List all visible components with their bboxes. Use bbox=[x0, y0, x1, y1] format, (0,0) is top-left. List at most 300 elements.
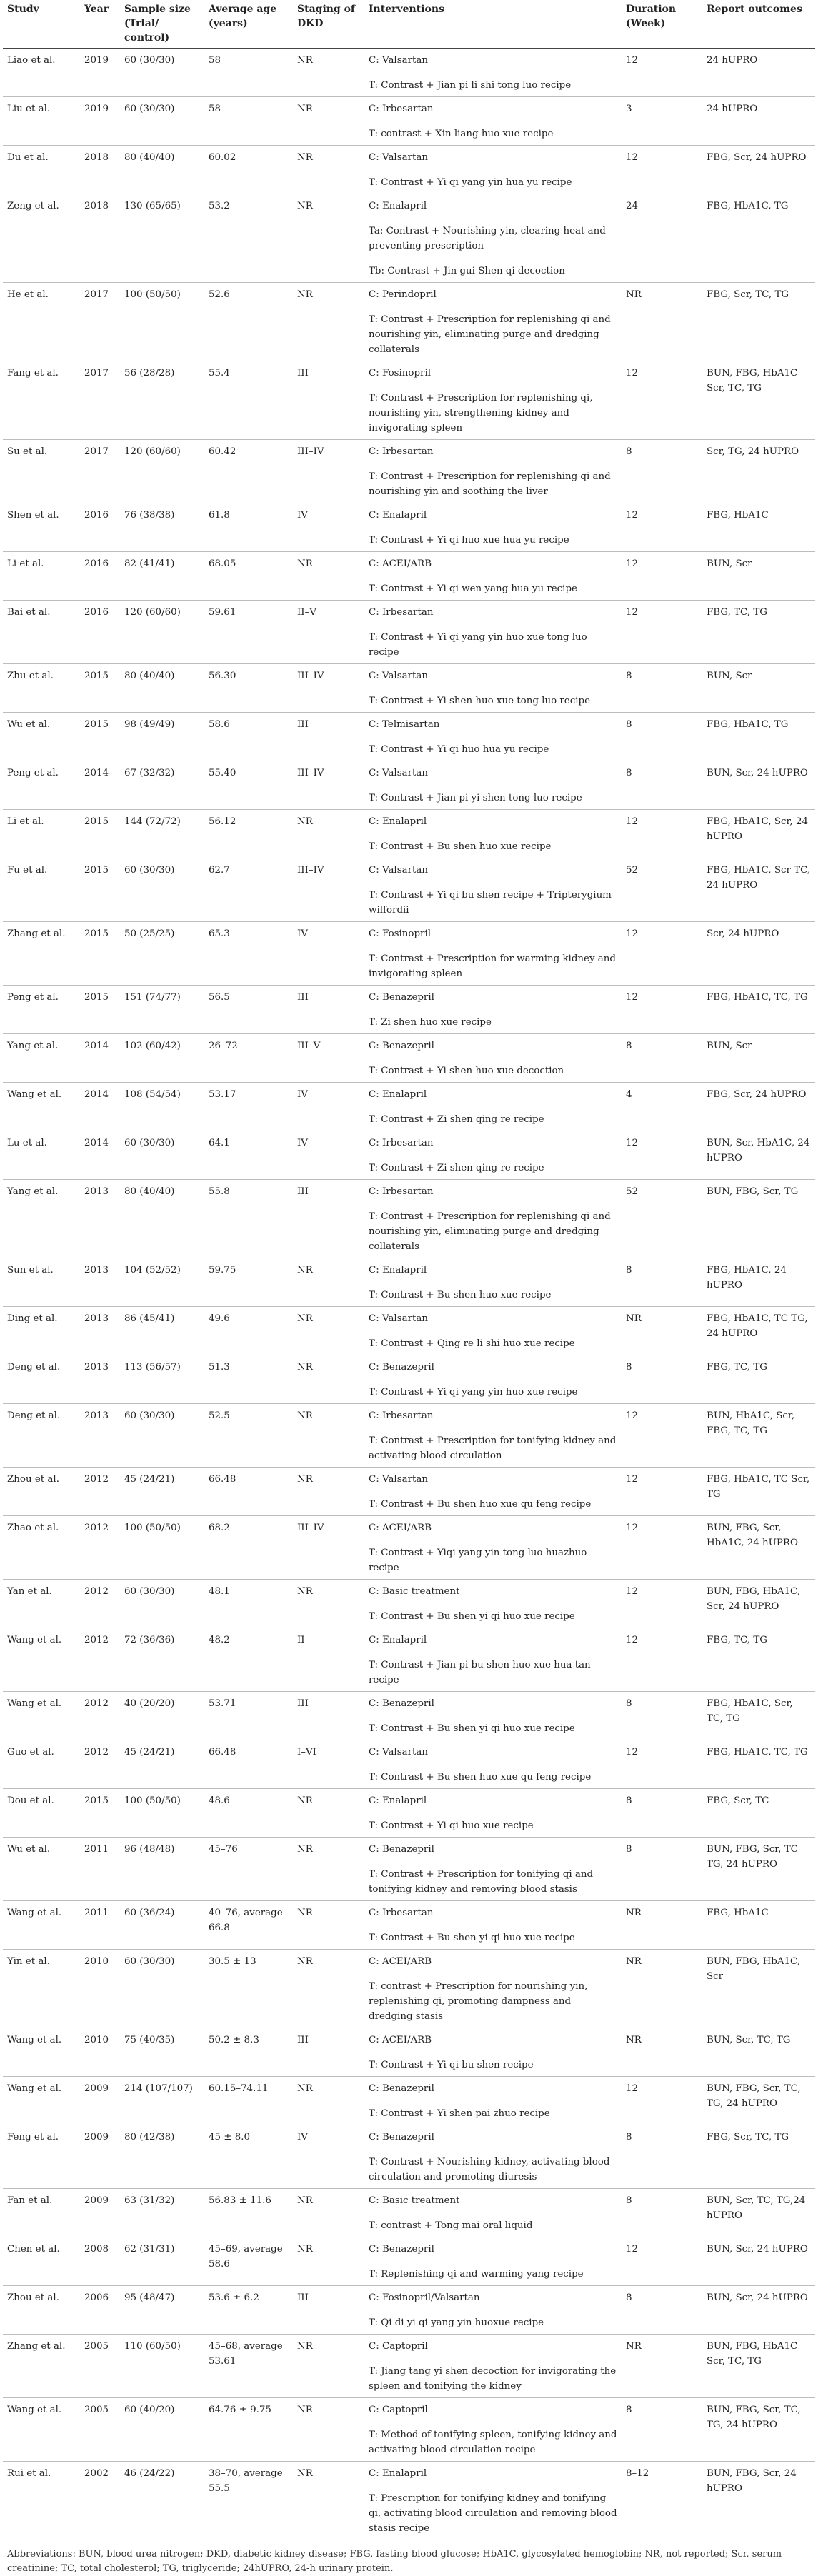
cell-year: 2006 bbox=[80, 2286, 120, 2335]
cell-outcomes: BUN, Scr, 24 hUPRO bbox=[702, 2237, 815, 2286]
cell-study: Wang et al. bbox=[3, 1692, 80, 1740]
cell-staging: III–IV bbox=[293, 664, 364, 713]
cell-sample-size: 80 (40/40) bbox=[120, 146, 204, 194]
cell-interventions bbox=[364, 1083, 622, 1131]
control-intervention: C: ACEI/ARB bbox=[369, 1956, 432, 1967]
cell-interventions bbox=[364, 552, 622, 601]
cell-sample-size: 60 (30/30) bbox=[120, 1131, 204, 1180]
table-row bbox=[3, 986, 815, 1034]
treatment-intervention: T: Contrast + Qing re li shi huo xue recipe bbox=[369, 1338, 575, 1349]
cell-year: 2017 bbox=[80, 440, 120, 503]
cell-average-age: 53.6 ± 6.2 bbox=[204, 2286, 293, 2335]
cell-sample-size: 130 (65/65) bbox=[120, 194, 204, 283]
cell-outcomes: BUN, HbA1C, Scr, FBG, TC, TG bbox=[702, 1404, 815, 1468]
cell-duration: 12 bbox=[622, 1516, 702, 1580]
cell-outcomes: FBG, Scr, TC, TG bbox=[702, 283, 815, 361]
cell-sample-size: 76 (38/38) bbox=[120, 503, 204, 552]
treatment-intervention: T: Contrast + Yi qi yang yin huo xue tong luo recipe bbox=[369, 632, 587, 658]
cell-interventions bbox=[364, 194, 622, 283]
cell-duration: 8 bbox=[622, 1258, 702, 1307]
cell-staging: NR bbox=[293, 1258, 364, 1307]
cell-interventions bbox=[364, 2189, 622, 2237]
cell-duration: 8 bbox=[622, 1789, 702, 1838]
cell-study: Zhao et al. bbox=[3, 1516, 80, 1580]
control-intervention: C: Irbesartan bbox=[369, 1186, 434, 1197]
cell-average-age: 68.2 bbox=[204, 1516, 293, 1580]
cell-outcomes: FBG, HbA1C, 24 hUPRO bbox=[702, 1258, 815, 1307]
cell-interventions bbox=[364, 601, 622, 664]
control-intervention: C: ACEI/ARB bbox=[369, 558, 432, 569]
cell-duration: NR bbox=[622, 2335, 702, 2398]
cell-average-age: 60.15–74.11 bbox=[204, 2077, 293, 2125]
cell-study: Peng et al. bbox=[3, 986, 80, 1034]
treatment-intervention: T: Contrast + Prescription for replenishing qi and nourishing yin, eliminating purge and dredging collaterals bbox=[369, 314, 611, 355]
cell-study: Liu et al. bbox=[3, 97, 80, 146]
cell-year: 2019 bbox=[80, 97, 120, 146]
cell-duration: 8 bbox=[622, 2398, 702, 2462]
table-row bbox=[3, 664, 815, 713]
control-intervention: C: Enalapril bbox=[369, 1265, 427, 1276]
cell-outcomes: FBG, HbA1C, Scr, 24 hUPRO bbox=[702, 810, 815, 858]
cell-staging: III bbox=[293, 1180, 364, 1258]
cell-outcomes: FBG, HbA1C, TC, TG bbox=[702, 1740, 815, 1789]
cell-year: 2009 bbox=[80, 2077, 120, 2125]
treatment-intervention: T: Contrast + Bu shen yi qi huo xue recipe bbox=[369, 1933, 575, 1943]
treatment-intervention: T: Contrast + Bu shen yi qi huo xue recipe bbox=[369, 1611, 575, 1622]
treatment-intervention: T: Contrast + Yi shen pai zhuo recipe bbox=[369, 2108, 550, 2119]
cell-duration: 8 bbox=[622, 2125, 702, 2189]
cell-interventions bbox=[364, 1789, 622, 1838]
cell-staging: NR bbox=[293, 1580, 364, 1628]
cell-interventions bbox=[364, 49, 622, 97]
table-row bbox=[3, 146, 815, 194]
cell-staging: NR bbox=[293, 2237, 364, 2286]
cell-outcomes: BUN, Scr, TC, TG bbox=[702, 2028, 815, 2077]
control-intervention: C: Irbesartan bbox=[369, 1410, 434, 1421]
cell-study: Rui et al. bbox=[3, 2462, 80, 2540]
cell-average-age: 55.40 bbox=[204, 761, 293, 810]
cell-average-age: 51.3 bbox=[204, 1355, 293, 1404]
cell-outcomes: BUN, Scr, TC, TG,24 hUPRO bbox=[702, 2189, 815, 2237]
cell-outcomes: BUN, FBG, HbA1C, Scr bbox=[702, 1950, 815, 2028]
table-body bbox=[3, 49, 815, 2540]
cell-sample-size: 120 (60/60) bbox=[120, 440, 204, 503]
table-row bbox=[3, 1131, 815, 1180]
cell-study: Zhu et al. bbox=[3, 664, 80, 713]
cell-average-age: 26–72 bbox=[204, 1034, 293, 1083]
cell-interventions bbox=[364, 2028, 622, 2077]
cell-average-age: 53.71 bbox=[204, 1692, 293, 1740]
cell-average-age: 55.8 bbox=[204, 1180, 293, 1258]
cell-duration: 24 bbox=[622, 194, 702, 283]
control-intervention: C: Benazepril bbox=[369, 2083, 434, 2094]
cell-staging: NR bbox=[293, 1307, 364, 1355]
cell-staging: NR bbox=[293, 2077, 364, 2125]
cell-duration: 4 bbox=[622, 1083, 702, 1131]
treatment-intervention: T: Replenishing qi and warming yang recipe bbox=[369, 2269, 584, 2280]
table-row bbox=[3, 440, 815, 503]
cell-staging: NR bbox=[293, 2462, 364, 2540]
cell-staging: III–IV bbox=[293, 1516, 364, 1580]
cell-interventions bbox=[364, 2077, 622, 2125]
cell-interventions bbox=[364, 1307, 622, 1355]
treatment-intervention: T: Contrast + Jian pi bu shen huo xue hua tan recipe bbox=[369, 1660, 591, 1685]
cell-study: Wang et al. bbox=[3, 2028, 80, 2077]
cell-study: Wu et al. bbox=[3, 1838, 80, 1901]
cell-outcomes: BUN, FBG, Scr, TC TG, 24 hUPRO bbox=[702, 1838, 815, 1901]
cell-staging: III–IV bbox=[293, 858, 364, 922]
cell-average-age: 62.7 bbox=[204, 858, 293, 922]
header-year: Year bbox=[80, 0, 120, 49]
table-row bbox=[3, 1258, 815, 1307]
cell-year: 2011 bbox=[80, 1901, 120, 1950]
control-intervention: C: Enalapril bbox=[369, 201, 427, 211]
table-row bbox=[3, 1950, 815, 2028]
table-row bbox=[3, 1404, 815, 1468]
control-intervention: C: Telmisartan bbox=[369, 719, 440, 730]
table-row bbox=[3, 2335, 815, 2398]
control-intervention: C: Valsartan bbox=[369, 671, 428, 681]
cell-study: He et al. bbox=[3, 283, 80, 361]
cell-sample-size: 56 (28/28) bbox=[120, 361, 204, 440]
table-row bbox=[3, 1516, 815, 1580]
cell-study: Yang et al. bbox=[3, 1180, 80, 1258]
cell-outcomes: FBG, HbA1C, TC TG, 24 hUPRO bbox=[702, 1307, 815, 1355]
cell-study: Lu et al. bbox=[3, 1131, 80, 1180]
cell-year: 2015 bbox=[80, 922, 120, 986]
cell-study: Zeng et al. bbox=[3, 194, 80, 283]
cell-duration: 12 bbox=[622, 2077, 702, 2125]
cell-study: Wang et al. bbox=[3, 1628, 80, 1692]
cell-interventions bbox=[364, 440, 622, 503]
cell-duration: NR bbox=[622, 1901, 702, 1950]
cell-duration: 8 bbox=[622, 1838, 702, 1901]
cell-interventions bbox=[364, 1838, 622, 1901]
cell-year: 2016 bbox=[80, 503, 120, 552]
cell-study: Wang et al. bbox=[3, 1901, 80, 1950]
cell-sample-size: 40 (20/20) bbox=[120, 1692, 204, 1740]
cell-staging: NR bbox=[293, 1950, 364, 2028]
cell-year: 2010 bbox=[80, 2028, 120, 2077]
cell-year: 2015 bbox=[80, 810, 120, 858]
table-row bbox=[3, 2398, 815, 2462]
cell-sample-size: 100 (50/50) bbox=[120, 1789, 204, 1838]
cell-study: Dou et al. bbox=[3, 1789, 80, 1838]
table-row bbox=[3, 1034, 815, 1083]
studies-table bbox=[3, 0, 815, 2540]
cell-outcomes: BUN, FBG, Scr, TC, TG, 24 hUPRO bbox=[702, 2398, 815, 2462]
cell-study: Yan et al. bbox=[3, 1580, 80, 1628]
table-row bbox=[3, 283, 815, 361]
cell-duration: 8 bbox=[622, 1692, 702, 1740]
cell-sample-size: 151 (74/77) bbox=[120, 986, 204, 1034]
treatment-intervention: T: Contrast + Yi shen huo xue tong luo recipe bbox=[369, 696, 590, 706]
cell-staging: III–V bbox=[293, 1034, 364, 1083]
cell-year: 2014 bbox=[80, 1131, 120, 1180]
cell-staging: IV bbox=[293, 1083, 364, 1131]
cell-staging: NR bbox=[293, 1901, 364, 1950]
cell-sample-size: 120 (60/60) bbox=[120, 601, 204, 664]
cell-interventions bbox=[364, 1950, 622, 2028]
cell-sample-size: 113 (56/57) bbox=[120, 1355, 204, 1404]
control-intervention: C: Valsartan bbox=[369, 152, 428, 163]
cell-average-age: 55.4 bbox=[204, 361, 293, 440]
cell-study: Yin et al. bbox=[3, 1950, 80, 2028]
cell-interventions bbox=[364, 1468, 622, 1516]
treatment-intervention: T: Contrast + Yi qi wen yang hua yu recipe bbox=[369, 583, 577, 594]
cell-outcomes: FBG, HbA1C, Scr, TC, TG bbox=[702, 1692, 815, 1740]
cell-average-age: 58.6 bbox=[204, 713, 293, 761]
cell-duration: 12 bbox=[622, 922, 702, 986]
cell-duration: 12 bbox=[622, 1580, 702, 1628]
cell-outcomes: Scr, TG, 24 hUPRO bbox=[702, 440, 815, 503]
treatment-intervention: T: Contrast + Prescription for replenishing qi, nourishing yin, strengthening kidney and invigorating spleen bbox=[369, 393, 593, 433]
table-row bbox=[3, 2462, 815, 2540]
treatment-intervention: T: Contrast + Prescription for replenishing qi and nourishing yin, eliminating purge and dredging collaterals bbox=[369, 1211, 611, 1252]
cell-staging: III bbox=[293, 713, 364, 761]
control-intervention: C: Irbesartan bbox=[369, 1908, 434, 1918]
cell-year: 2013 bbox=[80, 1180, 120, 1258]
cell-year: 2005 bbox=[80, 2335, 120, 2398]
control-intervention: C: Basic treatment bbox=[369, 2195, 460, 2206]
cell-average-age: 48.1 bbox=[204, 1580, 293, 1628]
cell-staging: IV bbox=[293, 503, 364, 552]
cell-duration: 12 bbox=[622, 1628, 702, 1692]
table-row bbox=[3, 1838, 815, 1901]
treatment-intervention: T: Contrast + Bu shen yi qi huo xue recipe bbox=[369, 1723, 575, 1734]
treatment-intervention: T: Qi di yi qi yang yin huoxue recipe bbox=[369, 2317, 544, 2328]
cell-outcomes: BUN, FBG, HbA1C, Scr, 24 hUPRO bbox=[702, 1580, 815, 1628]
cell-duration: 12 bbox=[622, 552, 702, 601]
header-interventions: Interventions bbox=[364, 0, 622, 49]
cell-year: 2012 bbox=[80, 1516, 120, 1580]
control-intervention: C: Benazepril bbox=[369, 1362, 434, 1373]
treatment-intervention: T: Contrast + Yi qi huo xue hua yu recipe bbox=[369, 535, 569, 546]
cell-staging: III bbox=[293, 2028, 364, 2077]
cell-outcomes: FBG, HbA1C bbox=[702, 1901, 815, 1950]
cell-interventions bbox=[364, 2286, 622, 2335]
cell-year: 2008 bbox=[80, 2237, 120, 2286]
cell-sample-size: 96 (48/48) bbox=[120, 1838, 204, 1901]
cell-year: 2012 bbox=[80, 1468, 120, 1516]
cell-sample-size: 80 (42/38) bbox=[120, 2125, 204, 2189]
cell-outcomes: BUN, Scr bbox=[702, 552, 815, 601]
cell-staging: III bbox=[293, 361, 364, 440]
treatment-intervention: T: Contrast + Prescription for warming kidney and invigorating spleen bbox=[369, 953, 616, 979]
control-intervention: C: Benazepril bbox=[369, 1844, 434, 1855]
cell-year: 2012 bbox=[80, 1740, 120, 1789]
treatment-intervention: T: Prescription for tonifying kidney and tonifying qi, activating blood circulation and removing blood stasis recipe bbox=[369, 2493, 617, 2534]
cell-duration: 8–12 bbox=[622, 2462, 702, 2540]
treatment-intervention: T: Contrast + Nourishing kidney, activating blood circulation and promoting diuresis bbox=[369, 2157, 610, 2182]
cell-staging: III–IV bbox=[293, 440, 364, 503]
cell-sample-size: 75 (40/35) bbox=[120, 2028, 204, 2077]
cell-study: Du et al. bbox=[3, 146, 80, 194]
table-row bbox=[3, 503, 815, 552]
cell-year: 2017 bbox=[80, 283, 120, 361]
cell-interventions bbox=[364, 146, 622, 194]
cell-sample-size: 50 (25/25) bbox=[120, 922, 204, 986]
cell-sample-size: 80 (40/40) bbox=[120, 1180, 204, 1258]
cell-interventions bbox=[364, 2462, 622, 2540]
cell-average-age: 60.02 bbox=[204, 146, 293, 194]
treatment-intervention: T: Contrast + Yi shen huo xue decoction bbox=[369, 1066, 564, 1076]
cell-outcomes: 24 hUPRO bbox=[702, 97, 815, 146]
cell-study: Zhang et al. bbox=[3, 922, 80, 986]
table-row bbox=[3, 1692, 815, 1740]
cell-duration: 12 bbox=[622, 503, 702, 552]
table-row bbox=[3, 2286, 815, 2335]
control-intervention: C: ACEI/ARB bbox=[369, 2035, 432, 2045]
cell-outcomes: Scr, 24 hUPRO bbox=[702, 922, 815, 986]
cell-average-age: 58 bbox=[204, 97, 293, 146]
cell-outcomes: FBG, Scr, TC, TG bbox=[702, 2125, 815, 2189]
table-row bbox=[3, 2189, 815, 2237]
cell-average-age: 64.1 bbox=[204, 1131, 293, 1180]
cell-interventions bbox=[364, 2125, 622, 2189]
cell-sample-size: 60 (36/24) bbox=[120, 1901, 204, 1950]
table-row bbox=[3, 1901, 815, 1950]
cell-duration: 8 bbox=[622, 1355, 702, 1404]
treatment-intervention: Tb: Contrast + Jin gui Shen qi decoction bbox=[369, 266, 565, 276]
control-intervention: C: Enalapril bbox=[369, 1635, 427, 1645]
cell-average-age: 48.2 bbox=[204, 1628, 293, 1692]
control-intervention: C: ACEI/ARB bbox=[369, 1523, 432, 1533]
treatment-intervention: T: Zi shen huo xue recipe bbox=[369, 1017, 492, 1028]
cell-average-age: 59.61 bbox=[204, 601, 293, 664]
treatment-intervention: T: contrast + Prescription for nourishing yin, replenishing qi, promoting dampness and dredging stasis bbox=[369, 1981, 588, 2022]
cell-year: 2012 bbox=[80, 1628, 120, 1692]
cell-interventions bbox=[364, 1901, 622, 1950]
cell-staging: IV bbox=[293, 922, 364, 986]
cell-average-age: 56.83 ± 11.6 bbox=[204, 2189, 293, 2237]
control-intervention: C: Valsartan bbox=[369, 55, 428, 66]
cell-outcomes: FBG, HbA1C, TG bbox=[702, 713, 815, 761]
cell-duration: 12 bbox=[622, 810, 702, 858]
table-row bbox=[3, 1083, 815, 1131]
table-row bbox=[3, 922, 815, 986]
cell-study: Su et al. bbox=[3, 440, 80, 503]
cell-staging: III bbox=[293, 986, 364, 1034]
cell-year: 2014 bbox=[80, 1034, 120, 1083]
cell-duration: NR bbox=[622, 283, 702, 361]
cell-duration: 8 bbox=[622, 761, 702, 810]
cell-interventions bbox=[364, 858, 622, 922]
cell-study: Fu et al. bbox=[3, 858, 80, 922]
cell-outcomes: FBG, TC, TG bbox=[702, 1355, 815, 1404]
cell-sample-size: 60 (30/30) bbox=[120, 1580, 204, 1628]
cell-average-age: 56.12 bbox=[204, 810, 293, 858]
table-row bbox=[3, 1628, 815, 1692]
cell-staging: NR bbox=[293, 1468, 364, 1516]
cell-average-age: 52.5 bbox=[204, 1404, 293, 1468]
cell-study: Sun et al. bbox=[3, 1258, 80, 1307]
treatment-intervention: T: Contrast + Bu shen huo xue recipe bbox=[369, 841, 552, 852]
cell-outcomes: BUN, Scr, 24 hUPRO bbox=[702, 761, 815, 810]
cell-interventions bbox=[364, 1404, 622, 1468]
cell-average-age: 45–68, average 53.61 bbox=[204, 2335, 293, 2398]
control-intervention: C: Irbesartan bbox=[369, 607, 434, 618]
cell-sample-size: 214 (107/107) bbox=[120, 2077, 204, 2125]
control-intervention: C: Irbesartan bbox=[369, 446, 434, 457]
header-sample-size: Sample size (Trial/ control) bbox=[120, 0, 204, 49]
header-study: Study bbox=[3, 0, 80, 49]
cell-outcomes: BUN, FBG, HbA1C Scr, TC, TG bbox=[702, 2335, 815, 2398]
cell-year: 2009 bbox=[80, 2125, 120, 2189]
cell-year: 2015 bbox=[80, 713, 120, 761]
cell-study: Zhou et al. bbox=[3, 2286, 80, 2335]
cell-staging: NR bbox=[293, 2189, 364, 2237]
treatment-intervention: T: Contrast + Bu shen huo xue qu feng recipe bbox=[369, 1772, 592, 1783]
cell-year: 2014 bbox=[80, 761, 120, 810]
cell-interventions bbox=[364, 1034, 622, 1083]
cell-year: 2015 bbox=[80, 1789, 120, 1838]
cell-year: 2015 bbox=[80, 664, 120, 713]
cell-duration: NR bbox=[622, 2028, 702, 2077]
table-row bbox=[3, 1789, 815, 1838]
control-intervention: C: Benazepril bbox=[369, 1698, 434, 1709]
cell-average-age: 56.5 bbox=[204, 986, 293, 1034]
cell-study: Ding et al. bbox=[3, 1307, 80, 1355]
cell-interventions bbox=[364, 922, 622, 986]
cell-duration: 52 bbox=[622, 858, 702, 922]
cell-outcomes: FBG, HbA1C bbox=[702, 503, 815, 552]
cell-staging: NR bbox=[293, 97, 364, 146]
control-intervention: C: Benazepril bbox=[369, 1041, 434, 1051]
treatment-intervention: T: Contrast + Zi shen qing re recipe bbox=[369, 1163, 544, 1173]
cell-average-age: 50.2 ± 8.3 bbox=[204, 2028, 293, 2077]
cell-study: Wu et al. bbox=[3, 713, 80, 761]
treatment-intervention: T: Contrast + Bu shen huo xue qu feng recipe bbox=[369, 1499, 592, 1510]
treatment-intervention: T: Contrast + Yi qi yang yin huo xue recipe bbox=[369, 1387, 578, 1398]
cell-average-age: 52.6 bbox=[204, 283, 293, 361]
cell-interventions bbox=[364, 1180, 622, 1258]
cell-duration: 52 bbox=[622, 1180, 702, 1258]
cell-study: Li et al. bbox=[3, 552, 80, 601]
control-intervention: C: Valsartan bbox=[369, 1747, 428, 1758]
cell-average-age: 68.05 bbox=[204, 552, 293, 601]
cell-duration: 3 bbox=[622, 97, 702, 146]
cell-interventions bbox=[364, 283, 622, 361]
table-row bbox=[3, 761, 815, 810]
cell-staging: NR bbox=[293, 2398, 364, 2462]
cell-outcomes: BUN, FBG, Scr, TG bbox=[702, 1180, 815, 1258]
cell-study: Zhang et al. bbox=[3, 2335, 80, 2398]
table-row bbox=[3, 1580, 815, 1628]
treatment-intervention: T: Contrast + Jian pi yi shen tong luo recipe bbox=[369, 793, 582, 803]
cell-sample-size: 100 (50/50) bbox=[120, 283, 204, 361]
cell-year: 2015 bbox=[80, 858, 120, 922]
cell-duration: 8 bbox=[622, 440, 702, 503]
cell-staging: II bbox=[293, 1628, 364, 1692]
cell-duration: 8 bbox=[622, 1034, 702, 1083]
cell-interventions bbox=[364, 761, 622, 810]
cell-study: Shen et al. bbox=[3, 503, 80, 552]
cell-outcomes: FBG, Scr, 24 hUPRO bbox=[702, 146, 815, 194]
control-intervention: C: Enalapril bbox=[369, 2468, 427, 2479]
abbreviations-footnote: Abbreviations: BUN, blood urea nitrogen; DKD, diabetic kidney disease; FBG, fasting blood glucose; HbA1C, glycosylated hemoglobin; NR, not reported; Scr, serum creatinine; TC, total cholesterol; TG, triglyceride; 24hUPRO, 24-h urinary protein. bbox=[7, 2549, 782, 2574]
cell-study: Guo et al. bbox=[3, 1740, 80, 1789]
cell-sample-size: 60 (30/30) bbox=[120, 49, 204, 97]
cell-staging: III bbox=[293, 2286, 364, 2335]
cell-average-age: 40–76, average 66.8 bbox=[204, 1901, 293, 1950]
cell-sample-size: 104 (52/52) bbox=[120, 1258, 204, 1307]
cell-outcomes: FBG, TC, TG bbox=[702, 601, 815, 664]
header-staging: Staging of DKD bbox=[293, 0, 364, 49]
cell-year: 2013 bbox=[80, 1355, 120, 1404]
cell-average-age: 66.48 bbox=[204, 1740, 293, 1789]
cell-staging: NR bbox=[293, 1789, 364, 1838]
